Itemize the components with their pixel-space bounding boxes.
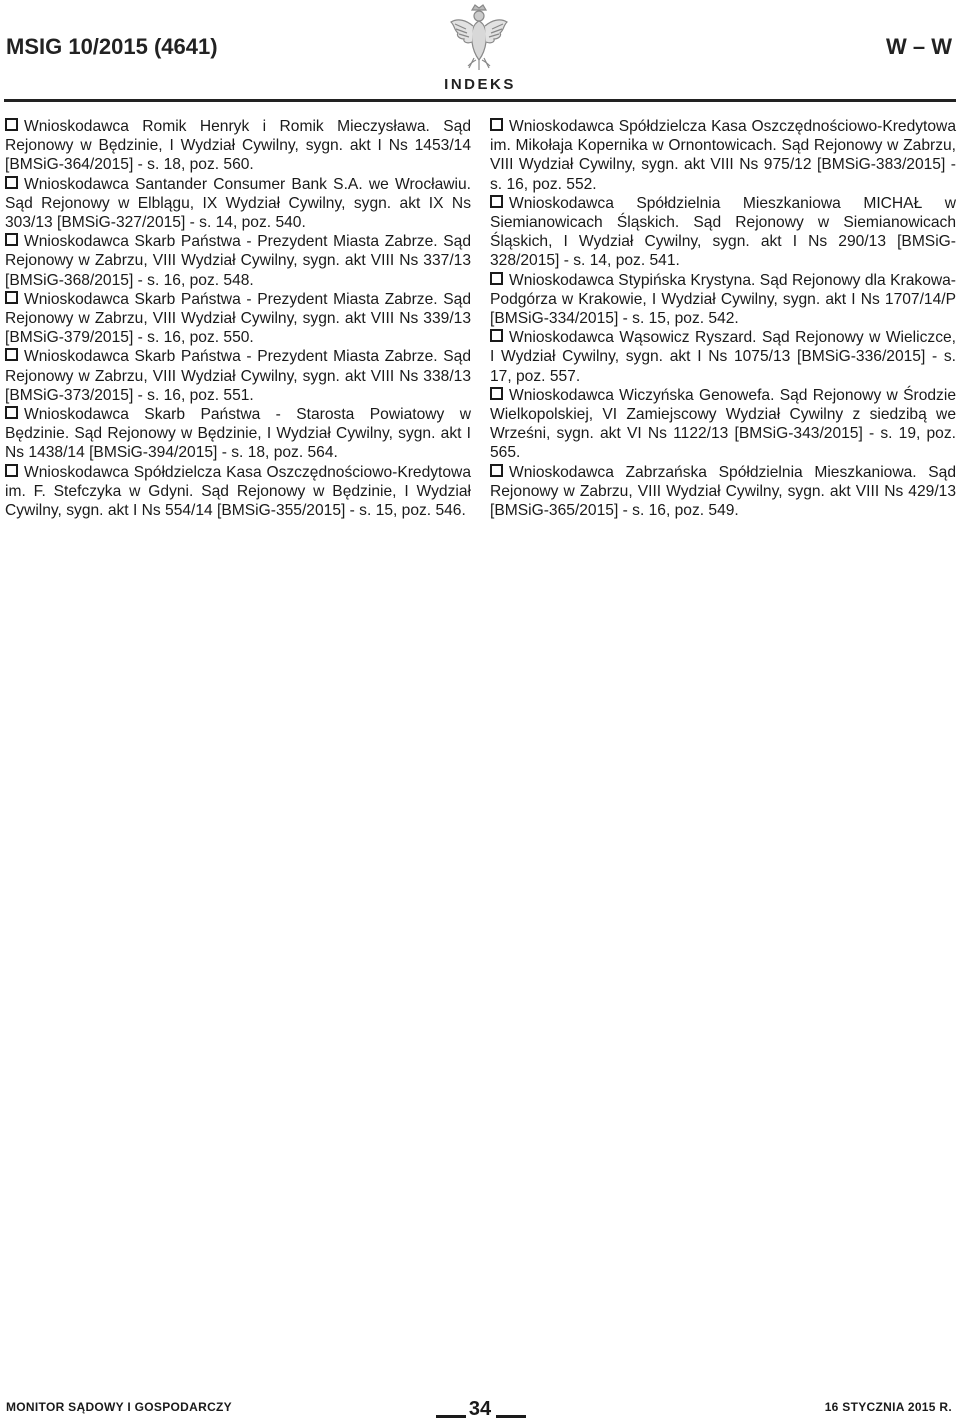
- header-rule: [4, 99, 956, 102]
- entry-text: Wnioskodawca Spółdzielcza Kasa Oszczędnościowo-Kredytowa im. Mikołaja Kopernika w Ornontowicach. Sąd Rejonowy w Zabrzu, VIII Wydział Cywilny, sygn. akt VIII Ns 975/12 [BMSiG-383/2015] - s. 16, poz. 552.: [490, 118, 956, 193]
- entry-text: Wnioskodawca Santander Consumer Bank S.A. we Wrocławiu. Sąd Rejonowy w Elblągu, IX Wydział Cywilny, sygn. akt IX Ns 303/13 [BMSiG-327/2015] - s. 14, poz. 540.: [5, 175, 471, 232]
- square-bullet-icon: [490, 329, 503, 342]
- index-entry: [5, 463, 471, 521]
- index-entry: [5, 405, 471, 463]
- square-bullet-icon: [490, 118, 503, 131]
- square-bullet-icon: [5, 348, 18, 361]
- square-bullet-icon: [5, 176, 18, 189]
- index-entry: [490, 117, 956, 194]
- left-column: [5, 117, 471, 520]
- section-letters: W – W: [886, 34, 952, 59]
- entry-text: Wnioskodawca Wąsowicz Ryszard. Sąd Rejonowy w Wieliczce, I Wydział Cywilny, sygn. akt I Ns 1075/13 [BMSiG-336/2015] - s. 17, poz. 557.: [490, 329, 956, 385]
- index-entry: [5, 347, 471, 405]
- publication-name: MONITOR SĄDOWY I GOSPODARCZY: [6, 1400, 232, 1414]
- entry-text: Wnioskodawca Skarb Państwa - Prezydent Miasta Zabrze. Sąd Rejonowy w Zabrzu, VIII Wydział Cywilny, sygn. akt VIII Ns 339/13 [BMSiG-379/2015] - s. 16, poz. 550.: [5, 290, 471, 347]
- index-entry: [5, 290, 471, 348]
- index-entry: [5, 117, 471, 175]
- index-entry: [490, 386, 956, 463]
- square-bullet-icon: [5, 464, 18, 477]
- index-entry: [5, 175, 471, 233]
- index-entry: [490, 271, 956, 329]
- entry-text: Wnioskodawca Spółdzielnia Mieszkaniowa MICHAŁ w Siemianowicach Śląskich. Sąd Rejonowy w Siemianowicach Śląskich, I Wydział Cywilny, sygn. akt I Ns 290/13 [BMSiG-328/2015] - s. 14, poz. 541.: [490, 194, 956, 270]
- polish-eagle-emblem-icon: [446, 2, 512, 72]
- index-entry: [5, 232, 471, 290]
- right-column: [490, 117, 956, 520]
- square-bullet-icon: [5, 118, 18, 131]
- index-entry: [490, 194, 956, 271]
- index-entry: [490, 463, 956, 521]
- square-bullet-icon: [490, 387, 503, 400]
- journal-issue: MSIG 10/2015 (4641): [6, 34, 218, 59]
- index-entry: [490, 328, 956, 386]
- square-bullet-icon: [5, 233, 18, 246]
- square-bullet-icon: [490, 195, 503, 208]
- square-bullet-icon: [490, 272, 503, 285]
- square-bullet-icon: [5, 406, 18, 419]
- square-bullet-icon: [5, 291, 18, 304]
- entry-text: Wnioskodawca Skarb Państwa - Prezydent Miasta Zabrze. Sąd Rejonowy w Zabrzu, VIII Wydział Cywilny, sygn. akt VIII Ns 338/13 [BMSiG-373/2015] - s. 16, poz. 551.: [5, 348, 471, 404]
- page-number: 34: [468, 1398, 492, 1420]
- section-title: INDEKS: [444, 76, 516, 93]
- square-bullet-icon: [490, 464, 503, 477]
- entry-text: Wnioskodawca Stypińska Krystyna. Sąd Rejonowy dla Krakowa-Podgórza w Krakowie, I Wydział Cywilny, sygn. akt I Ns 1707/14/P [BMSiG-334/2015] - s. 15, poz. 542.: [490, 271, 956, 328]
- entry-text: Wnioskodawca Skarb Państwa - Prezydent Miasta Zabrze. Sąd Rejonowy w Zabrzu, VIII Wydział Cywilny, sygn. akt VIII Ns 337/13 [BMSiG-368/2015] - s. 16, poz. 548.: [5, 233, 471, 289]
- entry-text: Wnioskodawca Romik Henryk i Romik Mieczysława. Sąd Rejonowy w Będzinie, I Wydział Cywilny, sygn. akt I Ns 1453/14 [BMSiG-364/2015] - s. 18, poz. 560.: [5, 118, 471, 174]
- page-header: [0, 0, 960, 100]
- entry-text: Wnioskodawca Spółdzielcza Kasa Oszczędnościowo-Kredytowa im. F. Stefczyka w Gdyni. Sąd Rejonowy w Będzinie, I Wydział Cywilny, sygn. akt I Ns 554/14 [BMSiG-355/2015] - s. 15, poz. 546.: [5, 463, 471, 520]
- publication-date: 16 STYCZNIA 2015 R.: [824, 1400, 952, 1414]
- page-footer: [0, 1388, 960, 1422]
- entry-text: Wnioskodawca Zabrzańska Spółdzielnia Mieszkaniowa. Sąd Rejonowy w Zabrzu, VIII Wydział Cywilny, sygn. akt VIII Ns 429/13 [BMSiG-365/2015] - s. 16, poz. 549.: [490, 463, 956, 520]
- entry-text: Wnioskodawca Wiczyńska Genowefa. Sąd Rejonowy w Środzie Wielkopolskiej, VI Zamiejscowy Wydział Cywilny z siedzibą we Wrześni, sygn. akt VI Ns 1122/13 [BMSiG-343/2015] - s. 19, poz. 565.: [490, 386, 956, 462]
- page-number-dash-right: [496, 1415, 526, 1418]
- entry-text: Wnioskodawca Skarb Państwa - Starosta Powiatowy w Będzinie. Sąd Rejonowy w Będzinie, I Wydział Cywilny, sygn. akt I Ns 1438/14 [BMSiG-394/2015] - s. 18, poz. 564.: [5, 406, 471, 462]
